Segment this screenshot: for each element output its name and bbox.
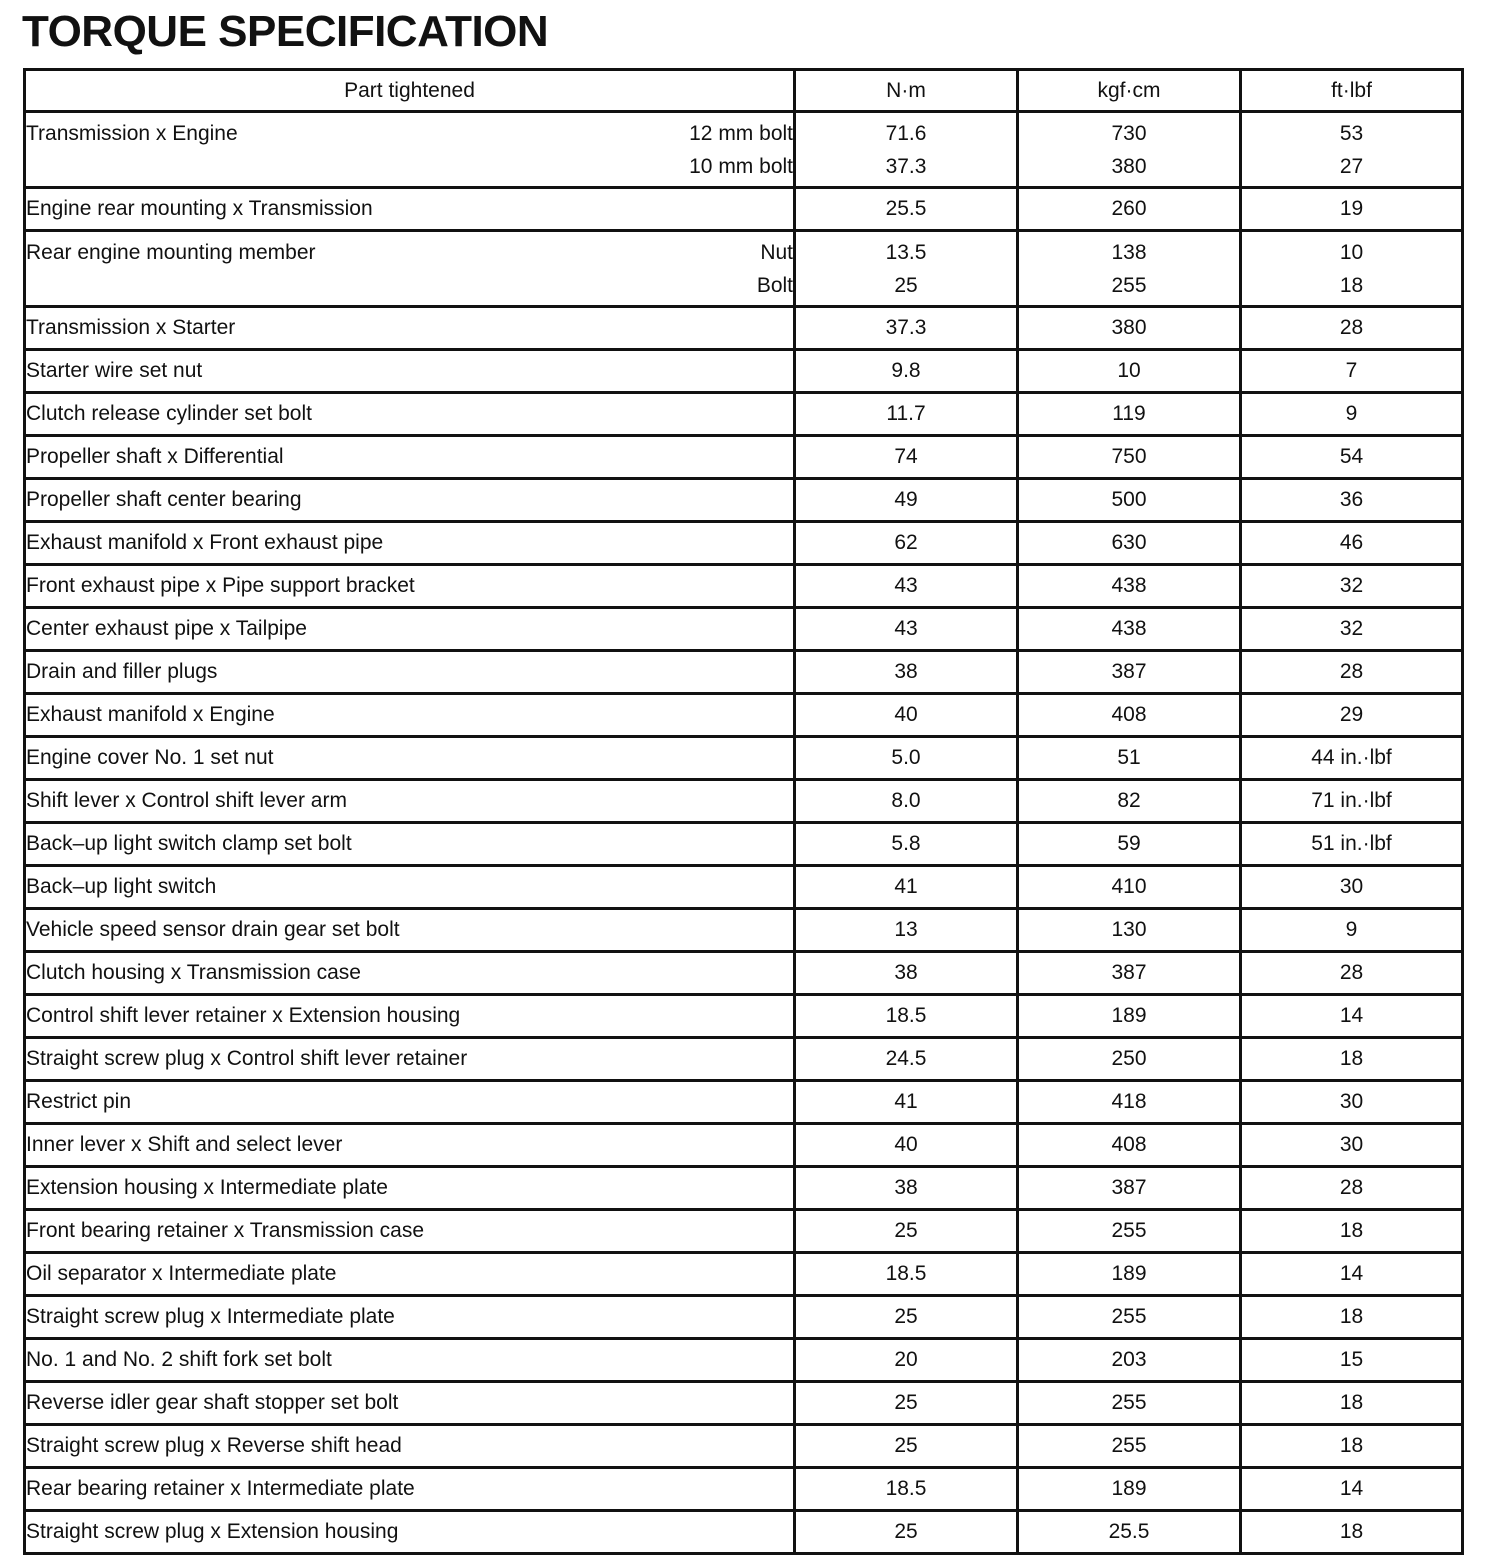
part-cell: Propeller shaft x Differential xyxy=(25,436,795,479)
part-cell: Reverse idler gear shaft stopper set bolt xyxy=(25,1382,795,1425)
kgf-cell: 51 xyxy=(1018,737,1241,780)
table-row xyxy=(25,479,1463,522)
kgf-cell: 203 xyxy=(1018,1339,1241,1382)
ft-cell: 18 xyxy=(1241,1296,1463,1339)
nm-cell: 8.0 xyxy=(795,780,1018,823)
nm-cell: 5.0 xyxy=(795,737,1018,780)
ft-cell: 7 xyxy=(1241,350,1463,393)
part-cell: Straight screw plug x Control shift lever retainer xyxy=(25,1038,795,1081)
ft-cell: 18 xyxy=(1241,1511,1463,1554)
part-cell xyxy=(25,112,795,188)
ft-cell xyxy=(1241,112,1463,188)
kgf-cell: 387 xyxy=(1018,952,1241,995)
kgf-cell: 25.5 xyxy=(1018,1511,1241,1554)
part-cell: Engine cover No. 1 set nut xyxy=(25,737,795,780)
part-cell: Restrict pin xyxy=(25,1081,795,1124)
table-row xyxy=(25,393,1463,436)
nm-cell: 25 xyxy=(795,1511,1018,1554)
part-cell: Vehicle speed sensor drain gear set bolt xyxy=(25,909,795,952)
nm-cell: 25.5 xyxy=(795,188,1018,231)
part-cell: Exhaust manifold x Engine xyxy=(25,694,795,737)
table-row xyxy=(25,188,1463,231)
table-row xyxy=(25,866,1463,909)
nm-cell: 20 xyxy=(795,1339,1018,1382)
table-row xyxy=(25,780,1463,823)
part-cell: Front exhaust pipe x Pipe support bracket xyxy=(25,565,795,608)
part-name: Rear engine mounting member xyxy=(26,241,316,264)
part-line xyxy=(26,150,793,183)
ft-cell: 54 xyxy=(1241,436,1463,479)
table-row xyxy=(25,1339,1463,1382)
kgf-cell: 255 xyxy=(1018,1382,1241,1425)
nm-cell: 13 xyxy=(795,909,1018,952)
table-row xyxy=(25,231,1463,307)
nm-cell: 38 xyxy=(795,651,1018,694)
part-cell: Drain and filler plugs xyxy=(25,651,795,694)
nm-cell: 40 xyxy=(795,1124,1018,1167)
kgf-cell: 82 xyxy=(1018,780,1241,823)
nm-cell: 40 xyxy=(795,694,1018,737)
nm-cell: 43 xyxy=(795,608,1018,651)
ft-cell: 29 xyxy=(1241,694,1463,737)
nm-cell: 37.3 xyxy=(795,307,1018,350)
part-cell: Front bearing retainer x Transmission case xyxy=(25,1210,795,1253)
table-row xyxy=(25,1511,1463,1554)
nm-cell xyxy=(795,231,1018,307)
kgf-cell: 255 xyxy=(1018,1425,1241,1468)
table-row xyxy=(25,1382,1463,1425)
table-row xyxy=(25,608,1463,651)
part-cell: No. 1 and No. 2 shift fork set bolt xyxy=(25,1339,795,1382)
nm-cell-value: 13.5 xyxy=(885,241,927,264)
part-cell: Straight screw plug x Intermediate plate xyxy=(25,1296,795,1339)
kgf-cell: 130 xyxy=(1018,909,1241,952)
part-cell: Extension housing x Intermediate plate xyxy=(25,1167,795,1210)
kgf-cell: 500 xyxy=(1018,479,1241,522)
nm-cell: 9.8 xyxy=(795,350,1018,393)
kgf-cell-value: 380 xyxy=(1111,155,1147,178)
nm-cell: 5.8 xyxy=(795,823,1018,866)
kgf-cell: 119 xyxy=(1018,393,1241,436)
ft-cell: 32 xyxy=(1241,608,1463,651)
table-row xyxy=(25,909,1463,952)
part-cell: Straight screw plug x Reverse shift head xyxy=(25,1425,795,1468)
ft-cell: 18 xyxy=(1241,1038,1463,1081)
nm-cell: 25 xyxy=(795,1296,1018,1339)
ft-cell-value: 18 xyxy=(1339,274,1364,297)
torque-table xyxy=(23,68,1464,1555)
ft-cell: 28 xyxy=(1241,307,1463,350)
ft-cell: 30 xyxy=(1241,866,1463,909)
header-part: Part tightened xyxy=(25,70,795,112)
nm-cell: 25 xyxy=(795,1425,1018,1468)
part-line xyxy=(26,232,793,269)
table-row xyxy=(25,1425,1463,1468)
table-row xyxy=(25,522,1463,565)
nm-cell: 25 xyxy=(795,1382,1018,1425)
table-row xyxy=(25,737,1463,780)
nm-cell: 41 xyxy=(795,866,1018,909)
part-cell: Back–up light switch xyxy=(25,866,795,909)
kgf-cell: 59 xyxy=(1018,823,1241,866)
part-cell: Straight screw plug x Extension housing xyxy=(25,1511,795,1554)
table-row xyxy=(25,651,1463,694)
kgf-cell xyxy=(1018,112,1241,188)
kgf-cell: 260 xyxy=(1018,188,1241,231)
table-row xyxy=(25,1468,1463,1511)
nm-cell-value: 37.3 xyxy=(885,155,927,178)
kgf-cell: 630 xyxy=(1018,522,1241,565)
table-row xyxy=(25,952,1463,995)
part-cell: Control shift lever retainer x Extension housing xyxy=(25,995,795,1038)
ft-cell xyxy=(1241,231,1463,307)
page-title: TORQUE SPECIFICATION xyxy=(22,7,549,56)
ft-cell: 15 xyxy=(1241,1339,1463,1382)
part-sub-label: 10 mm bolt xyxy=(689,155,793,178)
nm-cell: 18.5 xyxy=(795,995,1018,1038)
nm-cell-value: 71.6 xyxy=(885,122,927,145)
kgf-cell: 387 xyxy=(1018,651,1241,694)
nm-cell-value: 25 xyxy=(894,274,918,297)
ft-cell-value: 10 xyxy=(1339,241,1364,264)
ft-cell: 9 xyxy=(1241,909,1463,952)
ft-cell-value: 53 xyxy=(1339,122,1364,145)
table-row xyxy=(25,1124,1463,1167)
part-sub-label: Nut xyxy=(760,241,793,264)
ft-cell: 19 xyxy=(1241,188,1463,231)
ft-cell: 36 xyxy=(1241,479,1463,522)
kgf-cell-value: 255 xyxy=(1111,274,1147,297)
kgf-cell: 189 xyxy=(1018,1253,1241,1296)
ft-cell: 14 xyxy=(1241,1253,1463,1296)
ft-cell: 46 xyxy=(1241,522,1463,565)
nm-cell: 24.5 xyxy=(795,1038,1018,1081)
table-row xyxy=(25,565,1463,608)
ft-cell: 30 xyxy=(1241,1124,1463,1167)
table-row xyxy=(25,1167,1463,1210)
ft-cell: 28 xyxy=(1241,1167,1463,1210)
header-ft: ft·lbf xyxy=(1241,70,1463,112)
table-row xyxy=(25,350,1463,393)
table-row xyxy=(25,823,1463,866)
nm-cell: 38 xyxy=(795,952,1018,995)
kgf-cell: 410 xyxy=(1018,866,1241,909)
ft-cell: 14 xyxy=(1241,1468,1463,1511)
header-kgf: kgf·cm xyxy=(1018,70,1241,112)
ft-cell: 28 xyxy=(1241,651,1463,694)
ft-cell: 18 xyxy=(1241,1210,1463,1253)
part-cell: Inner lever x Shift and select lever xyxy=(25,1124,795,1167)
ft-cell: 14 xyxy=(1241,995,1463,1038)
part-cell: Exhaust manifold x Front exhaust pipe xyxy=(25,522,795,565)
kgf-cell: 750 xyxy=(1018,436,1241,479)
kgf-cell: 189 xyxy=(1018,995,1241,1038)
ft-cell: 30 xyxy=(1241,1081,1463,1124)
nm-cell: 38 xyxy=(795,1167,1018,1210)
kgf-cell: 408 xyxy=(1018,1124,1241,1167)
part-cell: Center exhaust pipe x Tailpipe xyxy=(25,608,795,651)
table-row xyxy=(25,995,1463,1038)
kgf-cell-value: 730 xyxy=(1111,122,1147,145)
part-cell: Clutch housing x Transmission case xyxy=(25,952,795,995)
nm-cell xyxy=(795,112,1018,188)
ft-cell: 18 xyxy=(1241,1382,1463,1425)
kgf-cell: 438 xyxy=(1018,608,1241,651)
header-nm: N·m xyxy=(795,70,1018,112)
nm-cell: 43 xyxy=(795,565,1018,608)
part-cell: Back–up light switch clamp set bolt xyxy=(25,823,795,866)
kgf-cell xyxy=(1018,231,1241,307)
ft-cell: 18 xyxy=(1241,1425,1463,1468)
ft-cell: 9 xyxy=(1241,393,1463,436)
nm-cell: 18.5 xyxy=(795,1253,1018,1296)
nm-cell: 18.5 xyxy=(795,1468,1018,1511)
ft-cell: 32 xyxy=(1241,565,1463,608)
part-cell: Oil separator x Intermediate plate xyxy=(25,1253,795,1296)
kgf-cell: 380 xyxy=(1018,307,1241,350)
part-sub-label: Bolt xyxy=(756,274,793,297)
kgf-cell: 189 xyxy=(1018,1468,1241,1511)
table-header-row xyxy=(25,70,1463,112)
kgf-cell: 418 xyxy=(1018,1081,1241,1124)
ft-cell: 71 in.·lbf xyxy=(1241,780,1463,823)
part-cell: Rear bearing retainer x Intermediate plate xyxy=(25,1468,795,1511)
part-name: Transmission x Engine xyxy=(26,122,238,145)
nm-cell: 49 xyxy=(795,479,1018,522)
table-row xyxy=(25,307,1463,350)
kgf-cell: 10 xyxy=(1018,350,1241,393)
kgf-cell: 438 xyxy=(1018,565,1241,608)
table-row xyxy=(25,694,1463,737)
kgf-cell: 408 xyxy=(1018,694,1241,737)
ft-cell: 28 xyxy=(1241,952,1463,995)
table-row xyxy=(25,1253,1463,1296)
part-cell: Shift lever x Control shift lever arm xyxy=(25,780,795,823)
part-cell: Starter wire set nut xyxy=(25,350,795,393)
table-row xyxy=(25,1038,1463,1081)
table-row xyxy=(25,112,1463,188)
nm-cell: 41 xyxy=(795,1081,1018,1124)
nm-cell: 11.7 xyxy=(795,393,1018,436)
part-cell: Transmission x Starter xyxy=(25,307,795,350)
part-cell: Engine rear mounting x Transmission xyxy=(25,188,795,231)
nm-cell: 62 xyxy=(795,522,1018,565)
nm-cell: 25 xyxy=(795,1210,1018,1253)
table-row xyxy=(25,1210,1463,1253)
nm-cell: 74 xyxy=(795,436,1018,479)
ft-cell: 51 in.·lbf xyxy=(1241,823,1463,866)
kgf-cell: 255 xyxy=(1018,1296,1241,1339)
kgf-cell-value: 138 xyxy=(1111,241,1147,264)
ft-cell: 44 in.·lbf xyxy=(1241,737,1463,780)
table-row xyxy=(25,1296,1463,1339)
kgf-cell: 387 xyxy=(1018,1167,1241,1210)
ft-cell-value: 27 xyxy=(1339,155,1364,178)
part-line xyxy=(26,269,793,302)
table-row xyxy=(25,1081,1463,1124)
part-line xyxy=(26,113,793,150)
part-sub-label: 12 mm bolt xyxy=(689,122,793,145)
part-cell: Propeller shaft center bearing xyxy=(25,479,795,522)
part-cell: Clutch release cylinder set bolt xyxy=(25,393,795,436)
part-cell xyxy=(25,231,795,307)
kgf-cell: 255 xyxy=(1018,1210,1241,1253)
table-row xyxy=(25,436,1463,479)
kgf-cell: 250 xyxy=(1018,1038,1241,1081)
